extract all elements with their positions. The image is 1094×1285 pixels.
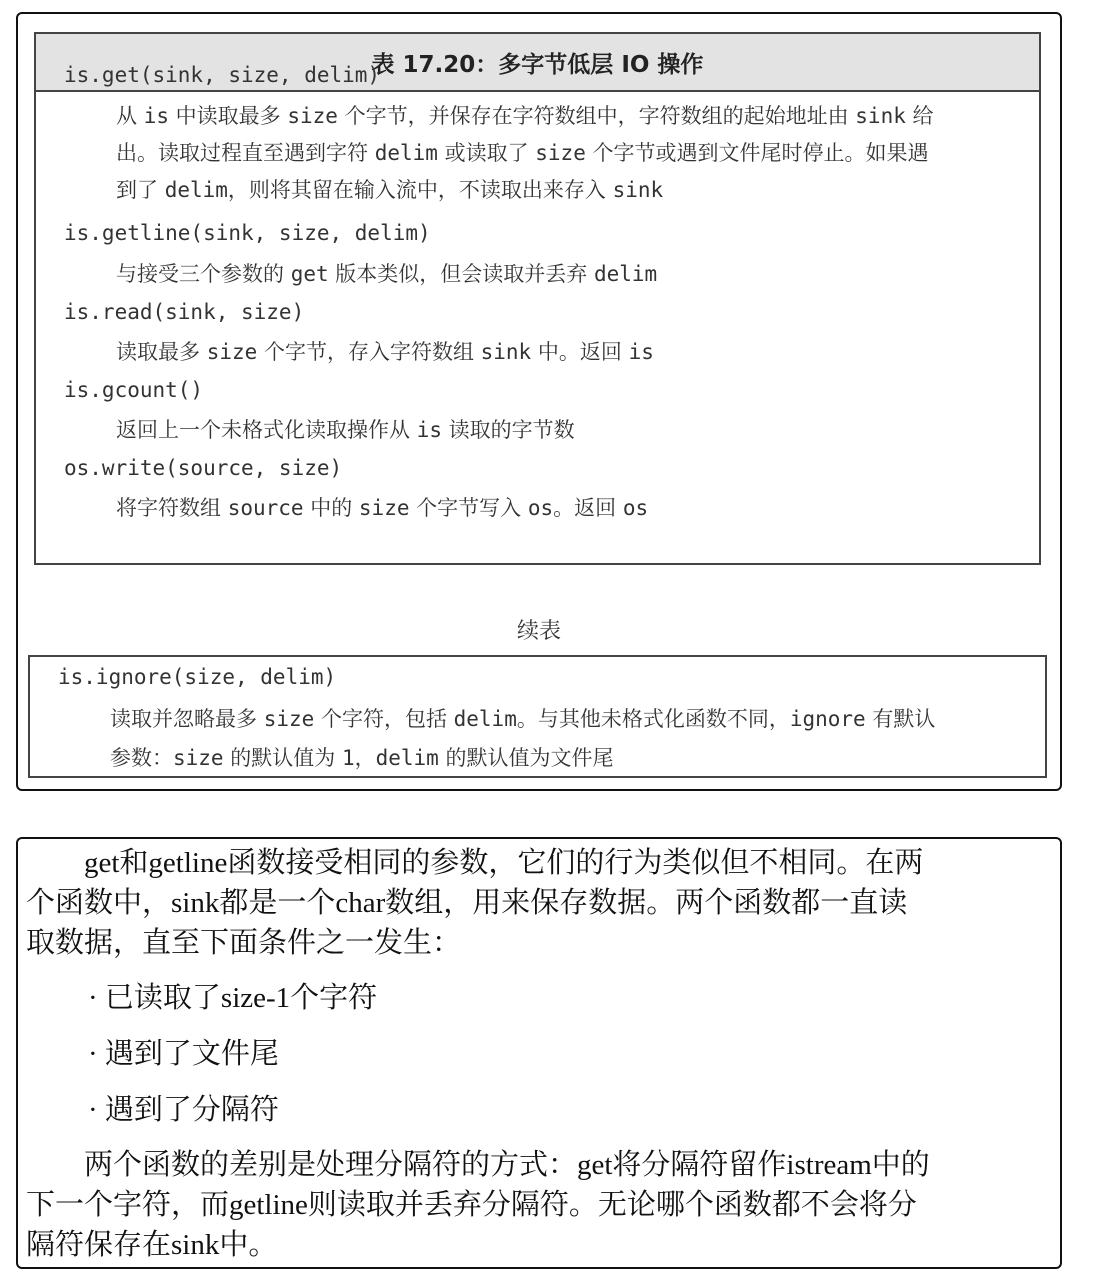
- entry-description-line: [116, 172, 1026, 209]
- desc-text: 与接受三个参数的: [116, 262, 291, 286]
- desc-text: 个字节，存入字符数组: [257, 340, 481, 364]
- entry-description-line: [110, 740, 1020, 777]
- code-term: is: [143, 104, 169, 128]
- code-term: os: [622, 496, 649, 520]
- desc-text: 出。读取过程直至遇到字符: [116, 141, 375, 165]
- entry-signature: is.gcount(): [64, 378, 204, 402]
- desc-text: ，: [354, 746, 376, 770]
- entry-signature: os.write(source, size): [64, 456, 343, 480]
- desc-text: 中读取最多: [168, 104, 288, 128]
- code-term: get: [290, 262, 329, 286]
- code-term: os: [527, 496, 554, 520]
- desc-text: 将字符数组: [116, 496, 228, 520]
- entry-description-line: [116, 334, 1026, 371]
- desc-text: 个字符，包括: [314, 707, 454, 731]
- code-term: is: [628, 340, 654, 364]
- continued-label: 续表: [516, 619, 561, 644]
- entry-description-line: [116, 490, 1026, 527]
- desc-text: 给: [905, 104, 934, 128]
- code-term: size: [173, 746, 224, 770]
- condition-bullet: · 遇到了分隔符: [88, 1094, 279, 1126]
- desc-text: 读取的字节数: [441, 418, 575, 442]
- code-term: ignore: [789, 707, 866, 731]
- code-term: delim: [453, 707, 517, 731]
- table-title: 表 17.20：多字节低层 IO 操作: [36, 34, 1039, 92]
- entry-description-line: [116, 98, 1026, 135]
- desc-text: 读取最多: [116, 340, 207, 364]
- desc-text: ，则将其留在输入流中，不读取出来存入: [227, 178, 613, 202]
- code-term: size: [287, 104, 338, 128]
- desc-text: 参数：: [110, 746, 173, 770]
- code-term: 1: [341, 746, 355, 770]
- entry-signature: is.ignore(size, delim): [58, 665, 337, 689]
- desc-text: 有默认: [865, 707, 936, 731]
- desc-text: 到了: [116, 178, 165, 202]
- code-term: delim: [593, 262, 658, 286]
- code-term: delim: [374, 141, 438, 165]
- paragraph-line: 隔符保存在sink中。: [26, 1229, 278, 1261]
- paragraph-line: 下一个字符，而getline则读取并丢弃分隔符。无论哪个函数都不会将分: [26, 1189, 917, 1221]
- code-term: source: [227, 496, 304, 520]
- desc-text: 。与其他未格式化函数不同，: [516, 707, 790, 731]
- desc-text: 或读取了: [437, 141, 536, 165]
- paragraph-line: get和getline函数接受相同的参数，它们的行为类似但不相同。在两: [26, 847, 924, 879]
- desc-text: 中的: [303, 496, 359, 520]
- code-term: size: [263, 707, 315, 731]
- code-term: is: [416, 418, 442, 442]
- notes-box: [16, 837, 1062, 1269]
- code-term: size: [358, 496, 410, 520]
- entry-description-line: [116, 256, 1026, 293]
- desc-text: 的默认值为: [223, 746, 342, 770]
- continued-table: [28, 655, 1047, 778]
- code-term: delim: [375, 746, 439, 770]
- entry-signature: is.read(sink, size): [64, 300, 305, 324]
- code-term: sink: [855, 104, 906, 128]
- desc-text: 从: [116, 104, 144, 128]
- desc-text: 个字节写入: [409, 496, 528, 520]
- code-term: delim: [164, 178, 228, 202]
- desc-text: 的默认值为文件尾: [438, 746, 614, 770]
- desc-text: 返回上一个未格式化读取操作从: [116, 418, 417, 442]
- entry-signature: is.getline(sink, size, delim): [64, 221, 431, 245]
- entry-signature: is.get(sink, size, delim): [64, 63, 381, 87]
- entry-description-line: [116, 135, 1026, 172]
- code-term: sink: [480, 340, 532, 364]
- code-term: sink: [612, 178, 664, 202]
- io-table-figure: [16, 12, 1062, 791]
- condition-bullet: · 遇到了文件尾: [88, 1038, 279, 1070]
- paragraph-line: 两个函数的差别是处理分隔符的方式：get将分隔符留作istream中的: [26, 1149, 930, 1181]
- io-operations-table: [34, 32, 1041, 565]
- condition-bullet: · 已读取了size-1个字符: [88, 982, 378, 1014]
- desc-text: 中。返回: [531, 340, 629, 364]
- desc-text: 读取并忽略最多: [110, 707, 264, 731]
- entry-description-line: [110, 701, 1020, 738]
- desc-text: 个字节，并保存在字符数组中，字符数组的起始地址由: [337, 104, 856, 128]
- desc-text: 个字节或遇到文件尾时停止。如果遇: [585, 141, 929, 165]
- paragraph-line: 个函数中，sink都是一个char数组，用来保存数据。两个函数都一直读: [26, 887, 908, 919]
- code-term: size: [206, 340, 258, 364]
- entry-description-line: [116, 412, 1026, 449]
- code-term: size: [535, 141, 586, 165]
- paragraph-line: 取数据，直至下面条件之一发生：: [26, 927, 462, 959]
- desc-text: 。返回: [553, 496, 623, 520]
- desc-text: 版本类似，但会读取并丢弃: [328, 262, 594, 286]
